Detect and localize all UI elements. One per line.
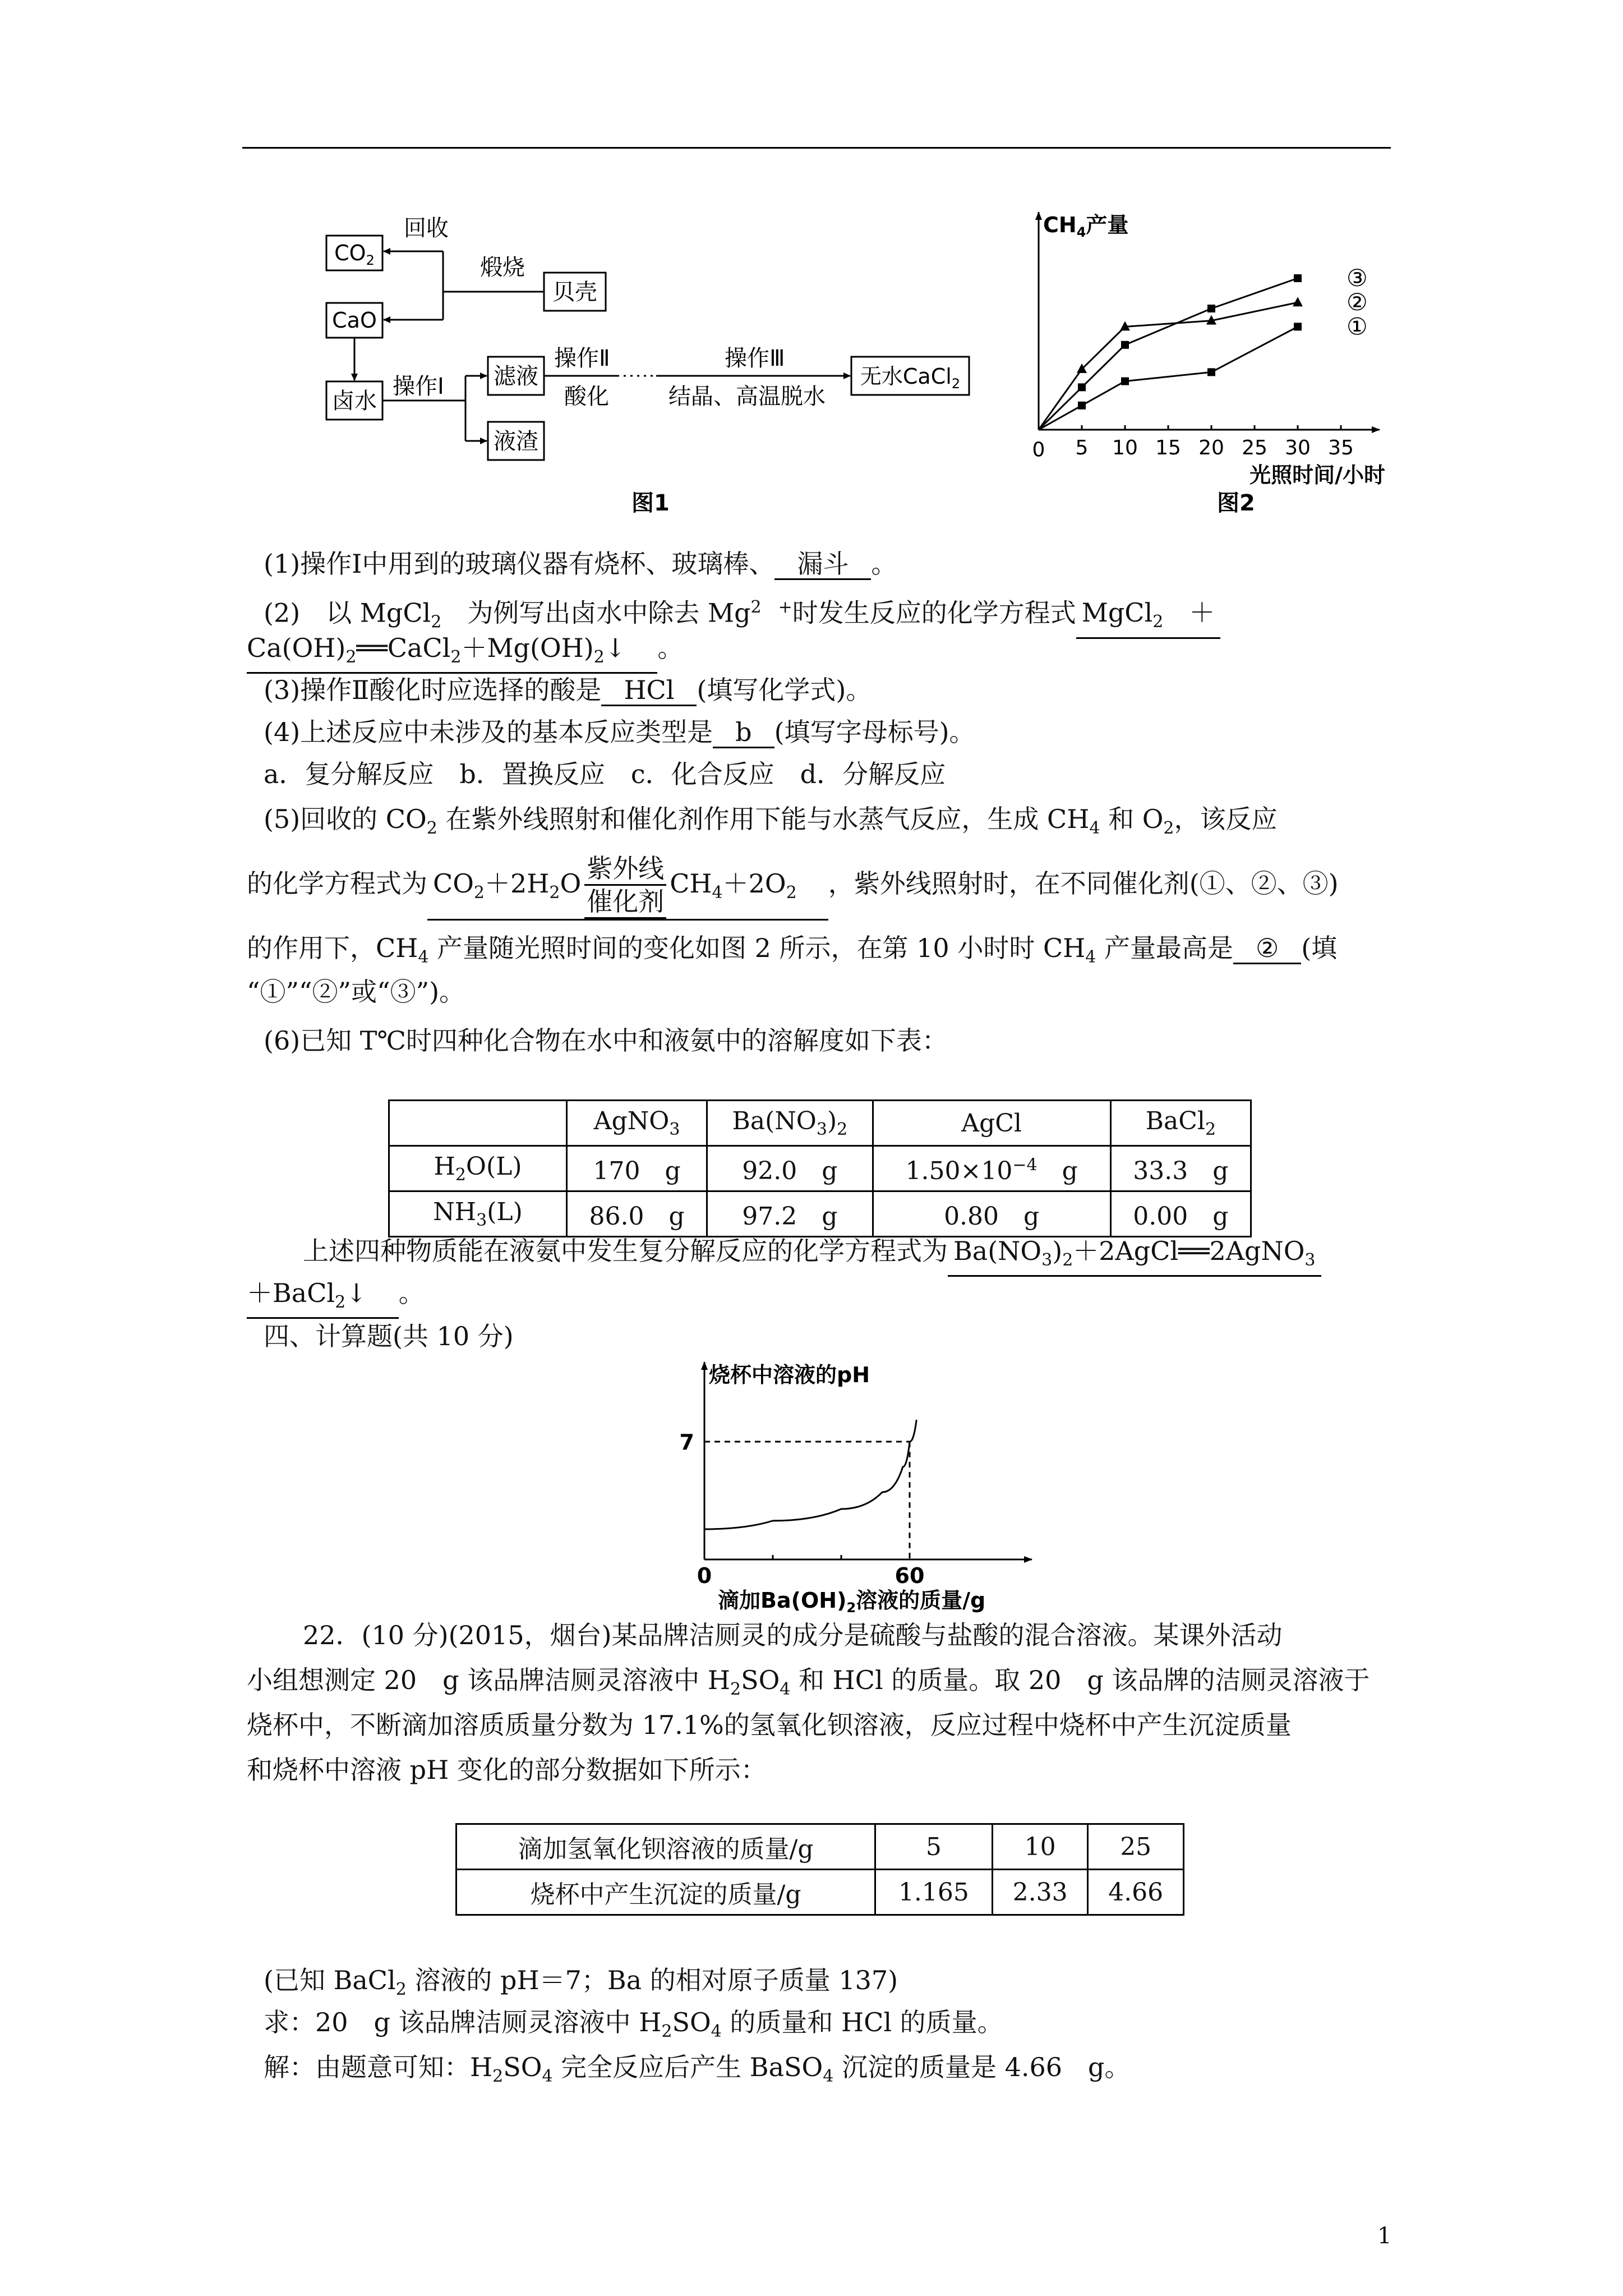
answer-5-catalyst: ② <box>1233 933 1301 964</box>
question-ask: 求：20 g 该品牌洁厕灵溶液中 $H_2SO_4$ 的质量和 HCl 的质量。 <box>264 2007 1003 2042</box>
solubility-table <box>388 1099 1252 1237</box>
figure-1-flowchart <box>314 213 1021 527</box>
answer-2-part1: MgCl$_2$ ＋ <box>1076 598 1221 638</box>
series-marker-label: ③ <box>1347 264 1368 292</box>
answer-4: b <box>713 717 774 748</box>
filtrate-label: 滤液 <box>494 364 538 389</box>
answer-3: HCl <box>601 675 697 706</box>
question-3: (3)操作Ⅱ酸化时应选择的酸是 HCl (填写化学式)。 <box>264 675 872 705</box>
x-tick-label: 35 <box>1328 436 1354 459</box>
question-5-line2: 的化学方程式为 $CO_2+2H_2O$ $\frac{\text{紫外线}}{\text{催化剂}}$ $CH_4+2O_2$ ，紫外线照射时，在不同催化剂(①、②、③) <box>247 853 1339 921</box>
cao-label: CaO <box>332 308 377 333</box>
ph-curve <box>704 1420 916 1529</box>
question-6b-line1: 上述四种物质能在液氨中发生复分解反应的化学方程式为 $Ba(NO_3)_2+2AgCl══2AgNO_3$ <box>303 1234 1321 1277</box>
data-point <box>1207 305 1215 312</box>
question-5-line4: “①”“②”或“③”)。 <box>247 977 465 1007</box>
question-2-line1: (2) 以 MgCl$_2$ 为例写出卤水中除去 $Mg^{2 +}$时发生反应的化学方程式 MgCl$_2$ ＋ <box>264 591 1220 639</box>
answer-2-part2: $Ca(OH)_2══CaCl_2+Mg(OH)_2↓$ <box>247 633 657 674</box>
figure-1-caption: 图1 <box>631 490 670 516</box>
calcine-label: 煅烧 <box>480 255 525 280</box>
series-marker-label: ① <box>1347 312 1368 341</box>
answer-1: 漏斗 <box>774 549 871 580</box>
data-point <box>1207 368 1215 376</box>
x-tick-label: 25 <box>1242 436 1267 459</box>
x-tick-label: 60 <box>895 1563 925 1588</box>
table-header-row: AgNO$_3$ $Ba(NO_3)_2$ AgCl BaCl$_2$ <box>389 1101 1251 1146</box>
question-4-options: a．复分解反应 b．置换反应 c．化合反应 d．分解反应 <box>264 759 946 789</box>
question-5-line3: 的作用下，$CH_4$ 产量随光照时间的变化如图 2 所示，在第 10 小时时 $CH_4$ 产量最高是 ② (填 <box>247 933 1338 968</box>
data-point <box>1078 383 1086 391</box>
data-point <box>1121 341 1129 349</box>
recycle-label: 回收 <box>404 215 449 241</box>
series-marker-label: ② <box>1347 288 1368 316</box>
x-tick-label: 0 <box>697 1563 712 1588</box>
question-6: (6)已知 T℃时四种化合物在水中和液氨中的溶解度如下表： <box>264 1025 948 1056</box>
acidify-label: 酸化 <box>564 384 609 409</box>
residue-label: 液渣 <box>494 429 538 454</box>
answer-6-part1: $Ba(NO_3)_2+2AgCl══2AgNO_3$ <box>948 1236 1321 1277</box>
page-number: 1 <box>1377 2223 1392 2249</box>
question-5-line1: (5)回收的 $CO_2$ 在紫外线照射和催化剂作用下能与水蒸气反应，生成 $CH_4$ 和 $O_2$，该反应 <box>264 804 1278 839</box>
x-tick-label: 10 <box>1112 436 1138 459</box>
data-point <box>1294 323 1302 330</box>
question-22-line3: 烧杯中，不断滴加溶质质量分数为 17.1%的氢氧化钡溶液，反应过程中烧杯中产生沉淀质量 <box>247 1710 1292 1740</box>
y-tick-label: 7 <box>679 1430 694 1455</box>
series-line-② <box>1039 302 1298 430</box>
ph-y-label: 烧杯中溶液的pH <box>709 1363 870 1387</box>
reaction-condition: $\frac{\text{紫外线}}{\text{催化剂}}$ <box>584 853 666 919</box>
co2-label: $CO_2$ <box>334 241 375 268</box>
answer-6-part2: ＋BaCl$_2$↓ <box>247 1278 399 1319</box>
data-point <box>1294 274 1302 282</box>
product-label: 无水CaCl$_2$ <box>860 364 961 392</box>
figure-2-caption: 图2 <box>1217 490 1255 516</box>
question-4: (4)上述反应中未涉及的基本反应类型是 b (填写字母标号)。 <box>264 717 975 747</box>
given-note: (已知 BaCl$_2$ 溶液的 pH＝7；Ba 的相对原子质量 137) <box>264 1965 898 2000</box>
op2-label: 操作Ⅱ <box>554 346 610 371</box>
ph-x-label: 滴加$Ba(OH)_2$溶液的质量/g <box>718 1588 986 1616</box>
data-point <box>1121 378 1129 385</box>
section-4-heading: 四、计算题(共 10 分) <box>264 1321 514 1351</box>
brine-label: 卤水 <box>332 388 377 414</box>
table-row: 滴加氢氧化钡溶液的质量/g 5 10 25 <box>457 1824 1184 1870</box>
question-22-line1: 22．(10 分)(2015，烟台)某品牌洁厕灵的成分是硫酸与盐酸的混合溶液。某课外活动 <box>303 1620 1283 1650</box>
shell-label: 贝壳 <box>552 279 597 305</box>
header-rule <box>242 147 1391 149</box>
y-axis-label: $CH_4$产量 <box>1043 213 1129 240</box>
op3-label: 操作Ⅲ <box>725 346 785 371</box>
ph-chart <box>662 1358 1066 1616</box>
table-row: 烧杯中产生沉淀的质量/g 1.165 2.33 4.66 <box>457 1870 1184 1915</box>
figure-2-chart <box>998 208 1402 533</box>
question-22-line4: 和烧杯中溶液 pH 变化的部分数据如下所示： <box>247 1755 767 1785</box>
question-22-line2: 小组想测定 20 g 该品牌洁厕灵溶液中 $H_2SO_4$ 和 HCl 的质量。取 20 g 该品牌的洁厕灵溶液于 <box>247 1665 1370 1700</box>
question-6b-line2: ＋BaCl$_2$↓ 。 <box>247 1276 425 1319</box>
data-point <box>1293 297 1303 306</box>
origin-label: 0 <box>1032 438 1045 462</box>
x-tick-label: 20 <box>1198 436 1224 459</box>
data-point <box>1078 402 1086 409</box>
series-line-① <box>1039 326 1298 430</box>
op1-label: 操作Ⅰ <box>393 374 444 399</box>
question-1: (1)操作Ⅰ中用到的玻璃仪器有烧杯、玻璃棒、 漏斗 。 <box>264 549 897 579</box>
answer-5-equation: $CO_2+2H_2O$ $\frac{\text{紫外线}}{\text{催化剂}}$ $CH_4+2O_2$ <box>427 853 828 921</box>
precipitate-table <box>455 1823 1184 1916</box>
crystallize-label: 结晶、高温脱水 <box>668 384 826 409</box>
solution-start: 解：由题意可知：$H_2SO_4$ 完全反应后产生 BaSO$_4$ 沉淀的质量是 4.66 g。 <box>264 2052 1131 2087</box>
x-tick-label: 30 <box>1285 436 1311 459</box>
table-row: $H_2O(L)$ 170 g 92.0 g $1.50\times 10^{-4}$ g 33.3 g <box>389 1146 1251 1191</box>
x-tick-label: 5 <box>1075 436 1089 459</box>
x-axis-label: 光照时间/小时 <box>1249 463 1385 487</box>
table-row: $NH_3(L)$ 86.0 g 97.2 g 0.80 g 0.00 g <box>389 1191 1251 1237</box>
x-tick-label: 15 <box>1155 436 1181 459</box>
question-2-line2: $Ca(OH)_2══CaCl_2+Mg(OH)_2↓$ 。 <box>247 631 683 674</box>
